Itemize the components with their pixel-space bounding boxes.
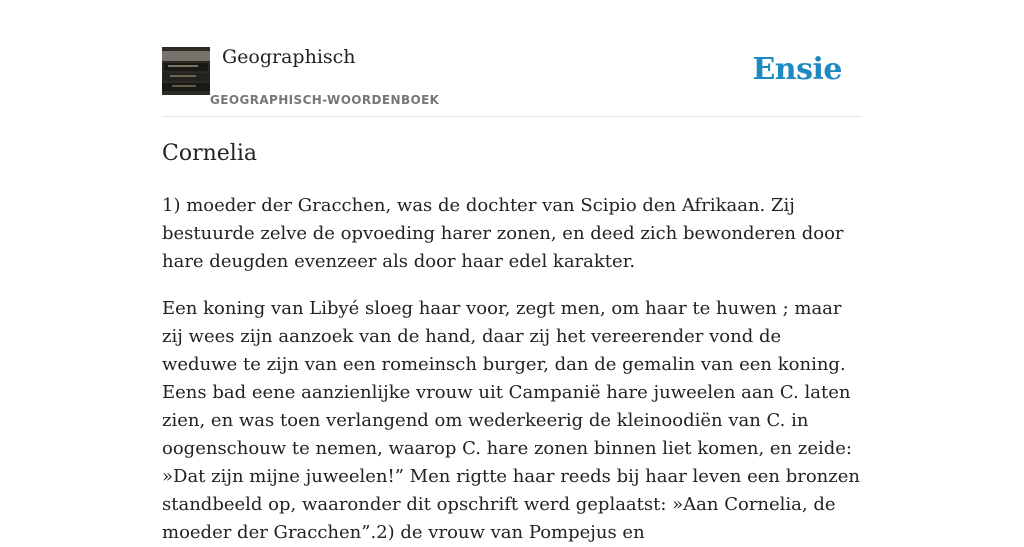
site-header [162,0,862,117]
article-content [162,138,862,547]
avatar[interactable] [162,47,210,95]
site-title[interactable]: Geographisch [222,46,356,68]
article-paragraph: Een koning van Libyé sloeg haar voor, zegt men, om haar te huwen ; maar zij wees zijn aanzoek van de hand, daar zij het vereerender vond de weduwe te zijn van een romeinsch burger, dan de gemalin van een koning. Eens bad eene aanzienlijke vrouw uit Campanië hare juweelen aan C. laten zien, en was toen verlangend om wederkeerig de kleinoodiën van C. in oogenschouw te nemen, waarop C. hare zonen binnen liet komen, en zeide: »Dat zijn mijne juweelen!” Men rigtte haar reeds bij haar leven een bronzen standbeeld op, waaronder dit opschrift werd geplaatst: »Aan Cornelia, de moeder der Gracchen”.2) de vrouw van Pompejus en [162,298,860,543]
site-subtitle[interactable]: GEOGRAPHISCH-WOORDENBOEK [210,93,440,107]
article-title: Cornelia [162,141,257,166]
brand-logo[interactable]: Ensie [752,52,842,87]
book-stack-icon [162,47,210,95]
article-paragraph: 1) moeder der Gracchen, was de dochter van Scipio den Afrikaan. Zij bestuurde zelve de opvoeding harer zonen, en deed zich bewonderen door hare deugden evenzeer als door haar edel karakter. [162,195,844,272]
